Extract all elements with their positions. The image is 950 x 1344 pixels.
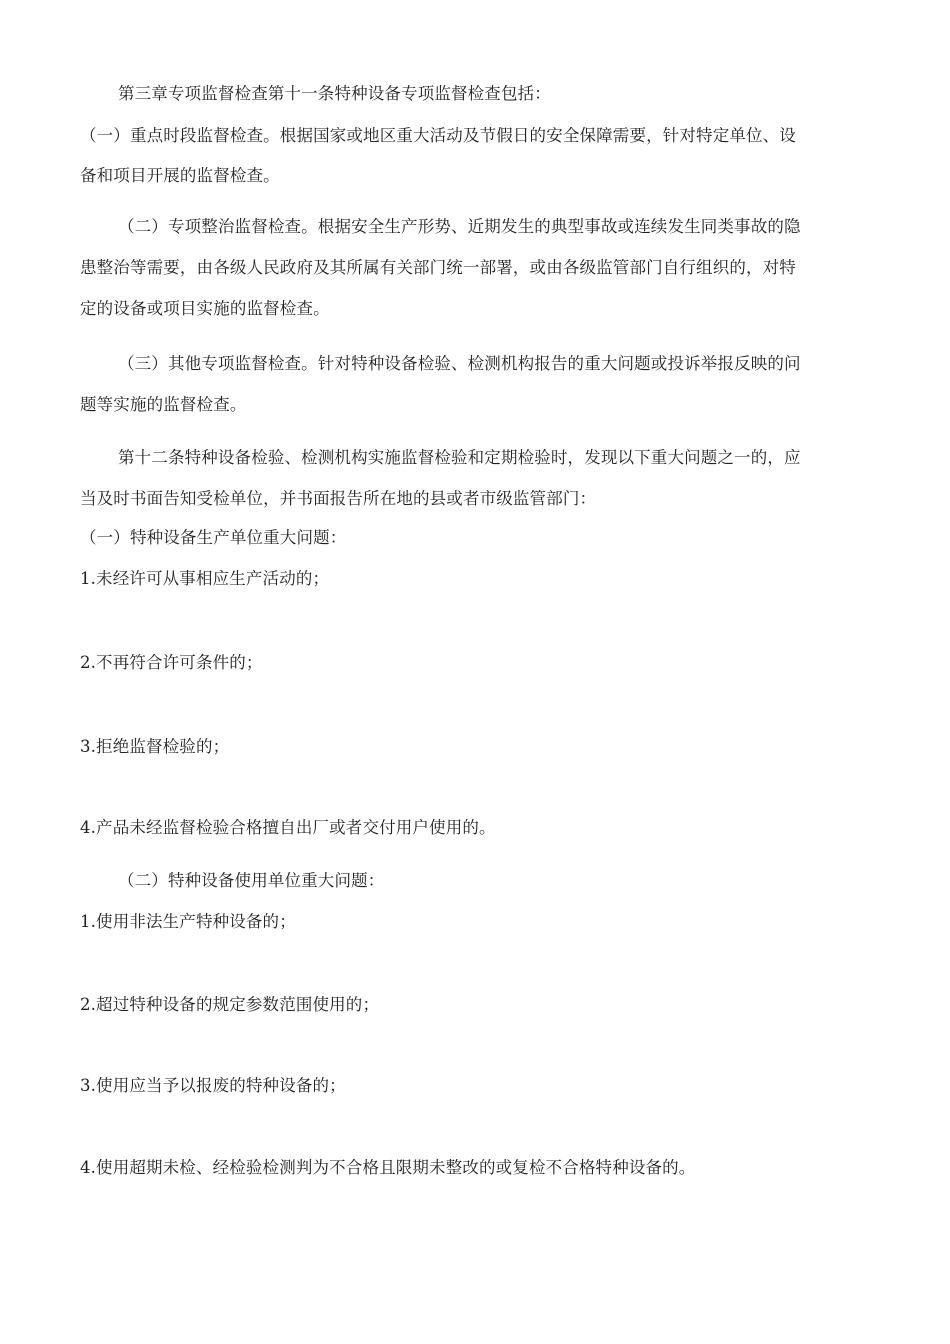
list-item: 4.产品未经监督检验合格擅自出厂或者交付用户使用的。 [80, 818, 496, 837]
subsection-heading: （一）特种设备生产单位重大问题： [80, 528, 347, 547]
paragraph-line: （二）专项整治监督检查。根据安全生产形势、近期发生的典型事故或连续发生同类事故的隐 [118, 217, 801, 236]
subsection-heading: （二）特种设备使用单位重大问题： [118, 871, 385, 890]
list-item: 2.超过特种设备的规定参数范围使用的； [80, 995, 380, 1014]
paragraph-line: （三）其他专项监督检查。针对特种设备检验、检测机构报告的重大问题或投诉举报反映的问 [118, 354, 801, 373]
paragraph-line: （一）重点时段监督检查。根据国家或地区重大活动及节假日的安全保障需要，针对特定单位、设 [80, 126, 796, 145]
list-item: 1.使用非法生产特种设备的； [80, 912, 296, 931]
chapter-heading-line: 第三章专项监督检查第十一条特种设备专项监督检查包括： [118, 84, 551, 103]
list-item: 3.拒绝监督检验的； [80, 737, 230, 756]
article-line: 第十二条特种设备检验、检测机构实施监督检验和定期检验时，发现以下重大问题之一的，应 [118, 448, 801, 467]
list-item: 1.未经许可从事相应生产活动的； [80, 569, 330, 588]
list-item: 2.不再符合许可条件的； [80, 653, 263, 672]
list-item: 4.使用超期未检、经检验检测判为不合格且限期未整改的或复检不合格特种设备的。 [80, 1158, 696, 1177]
paragraph-line: 当及时书面告知受检单位，并书面报告所在地的县或者市级监管部门： [80, 489, 597, 508]
list-item: 3.使用应当予以报废的特种设备的； [80, 1076, 346, 1095]
paragraph-line: 题等实施的监督检查。 [80, 395, 247, 414]
paragraph-line: 患整治等需要，由各级人民政府及其所属有关部门统一部署，或由各级监管部门自行组织的，对特 [80, 258, 796, 277]
paragraph-line: 定的设备或项目实施的监督检查。 [80, 299, 330, 318]
paragraph-line: 备和项目开展的监督检查。 [80, 166, 280, 185]
